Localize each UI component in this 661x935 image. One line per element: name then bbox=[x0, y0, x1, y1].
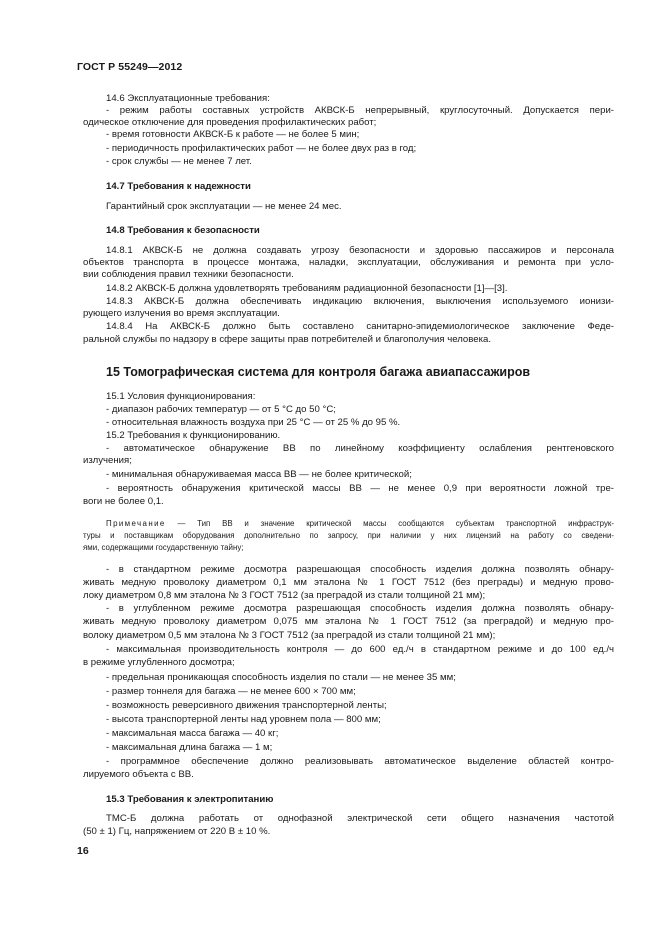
text-line: - программное обеспечение должно реализовывать автоматическое выделение областей контро- bbox=[106, 756, 614, 767]
note-line: туры и поставщикам оборудования дополнительно по запросу, при наличии у них лицензий на работу со сведени- bbox=[83, 531, 614, 540]
text-line: (50 ± 1) Гц, напряжением от 220 В ± 10 %. bbox=[83, 826, 271, 837]
text-line: воги не более 0,1. bbox=[83, 496, 164, 507]
text-line: 14.8.1 АКВСК-Б не должна создавать угрозу безопасности и здоровью пассажиров и персонала bbox=[106, 245, 614, 256]
chapter-heading: 15 Томографическая система для контроля багажа авиапассажиров bbox=[106, 365, 531, 379]
text-line: вии соблюдения правил техники безопасности. bbox=[83, 269, 294, 280]
text-line: локу диаметром 0,8 мм эталона № 3 ГОСТ 7512 (за преградой из стали толщиной 21 мм); bbox=[83, 590, 486, 601]
text-line: живать медную проволоку диаметром 0,075 мм эталона № 1 ГОСТ 7512 (за преградой) и медную про- bbox=[83, 616, 614, 627]
text-line: 14.6 Эксплуатационные требования: bbox=[106, 93, 270, 104]
section-heading: 15.3 Требования к электропитанию bbox=[106, 794, 274, 805]
text-line: 15.1 Условия функционирования: bbox=[106, 391, 256, 402]
text-line: в режиме углубленного досмотра; bbox=[83, 657, 235, 668]
text-line: одическое отключение для проведения профилактических работ; bbox=[83, 117, 377, 128]
section-heading: 14.7 Требования к надежности bbox=[106, 181, 251, 192]
text-line: - минимальная обнаруживаемая масса ВВ — не более критической; bbox=[106, 469, 412, 480]
text-line: - диапазон рабочих температур — от 5 °С до 50 °С; bbox=[106, 404, 336, 415]
note-line: ями, содержащими государственную тайну; bbox=[83, 543, 244, 552]
text-line: - в стандартном режиме досмотра разрешающая способность изделия должна позволять обнару- bbox=[106, 564, 614, 575]
text-line: - максимальная производительность контроля — до 600 ед./ч в стандартном режиме и до 100 ед./ч bbox=[106, 644, 614, 655]
text-line: ральной службы по надзору в сфере защиты прав потребителей и благополучия человека. bbox=[83, 334, 492, 345]
text-line: объектов транспорта в процессе монтажа, наладки, эксплуатации, обслуживания и ремонта при усло- bbox=[83, 257, 614, 268]
page-number: 16 bbox=[77, 845, 89, 857]
document-header: ГОСТ Р 55249—2012 bbox=[77, 61, 183, 73]
text-line: волоку диаметром 0,5 мм эталона № 3 ГОСТ 7512 (за преградой из стали толщиной 21 мм); bbox=[83, 630, 496, 641]
text-line: - возможность реверсивного движения транспортерной ленты; bbox=[106, 700, 387, 711]
note-label: Примечание bbox=[106, 519, 166, 528]
text-line: - режим работы составных устройств АКВСК-Б непрерывный, круглосуточный. Допускается пери- bbox=[106, 105, 614, 116]
text-line: Гарантийный срок эксплуатации — не менее 24 мес. bbox=[106, 201, 342, 212]
text-line: живать медную проволоку диаметром 0,1 мм эталона № 1 ГОСТ 7512 (без преграды) и медную прово- bbox=[83, 577, 614, 588]
text-line: - максимальная масса багажа — 40 кг; bbox=[106, 728, 279, 739]
text-line: - высота транспортерной ленты над уровнем пола — 800 мм; bbox=[106, 714, 381, 725]
text-line: - периодичность профилактических работ — не более двух раз в год; bbox=[106, 143, 417, 154]
text-line: - в углубленном режиме досмотра разрешающая способность изделия должна позволять обнару- bbox=[106, 603, 614, 614]
text-line: 15.2 Требования к функционированию. bbox=[106, 430, 281, 441]
text-line: 14.8.3 АКВСК-Б должна обеспечивать индикацию включения, выключения используемого ионизи- bbox=[106, 296, 614, 307]
text-line: излучения; bbox=[83, 455, 132, 466]
note-text: — Тип ВВ и значение критической массы сообщаются субъектам транспортной инфраструк- bbox=[165, 519, 614, 528]
text-line: 14.8.4 На АКВСК-Б должно быть составлено санитарно-эпидемиологическое заключение Феде- bbox=[106, 321, 614, 332]
text-line: - максимальная длина багажа — 1 м; bbox=[106, 742, 273, 753]
text-line: - автоматическое обнаружение ВВ по линейному коэффициенту ослабления рентгеновского bbox=[106, 443, 614, 454]
text-line: - относительная влажность воздуха при 25 °С — от 25 % до 95 %. bbox=[106, 417, 401, 428]
text-line: лируемого объекта с ВВ. bbox=[83, 769, 194, 780]
note-line bbox=[106, 518, 614, 529]
text-line: - предельная проникающая способность изделия по стали — не менее 35 мм; bbox=[106, 672, 456, 683]
text-line: - время готовности АКВСК-Б к работе — не более 5 мин; bbox=[106, 129, 360, 140]
text-line: - вероятность обнаружения критической массы ВВ — не менее 0,9 при вероятности ложной тре- bbox=[106, 483, 614, 494]
section-heading: 14.8 Требования к безопасности bbox=[106, 225, 260, 236]
text-line: 14.8.2 АКВСК-Б должна удовлетворять требованиям радиационной безопасности [1]—[3]. bbox=[106, 283, 508, 294]
text-line: - срок службы — не менее 7 лет. bbox=[106, 156, 252, 167]
text-line: ТМС-Б должна работать от однофазной электрической сети общего назначения частотой bbox=[106, 813, 614, 824]
text-line: рующего излучения во время эксплуатации. bbox=[83, 308, 280, 319]
text-line: - размер тоннеля для багажа — не менее 600 × 700 мм; bbox=[106, 686, 356, 697]
